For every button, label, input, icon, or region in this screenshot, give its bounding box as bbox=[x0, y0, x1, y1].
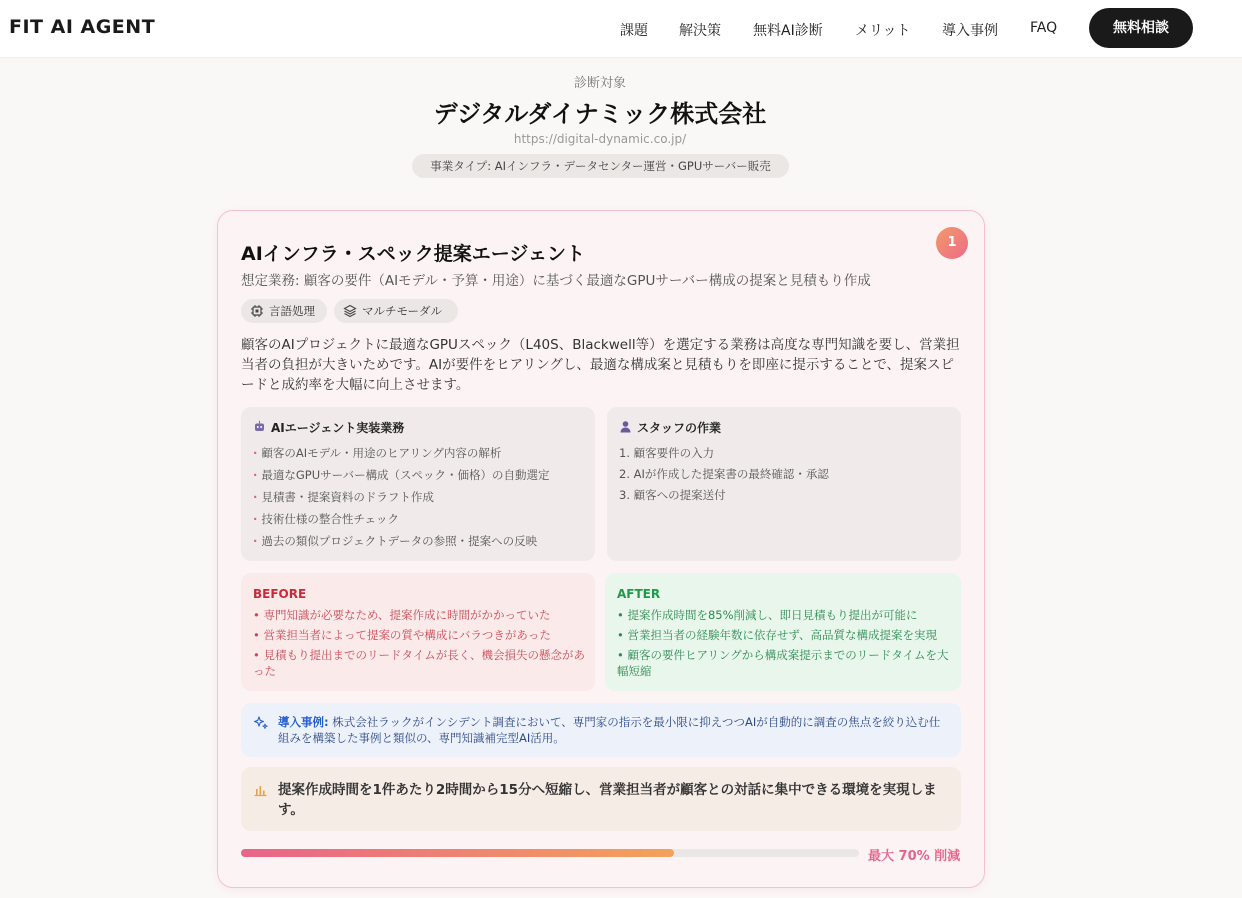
reduction-progress-fill bbox=[241, 849, 674, 857]
nav-item-merits[interactable]: メリット bbox=[855, 23, 911, 39]
staff-tasks-panel bbox=[607, 407, 961, 561]
agent-proposal-card bbox=[217, 210, 985, 888]
list-item: • 専門知識が必要なため、提案作成に時間がかかっていた bbox=[253, 608, 551, 622]
list-item: • 提案作成時間を85%削減し、即日見積もり提出が可能に bbox=[617, 608, 918, 622]
site-header bbox=[0, 0, 1242, 58]
case-study-text: 導入事例: 株式会社ラックがインシデント調査において、専門家の指示を最小限に抑えつつAIが自動的に調査の焦点を絞り込む仕組みを構築した事例と類似の、専門知識補完型AI活用。 bbox=[278, 715, 941, 745]
tag-language-processing bbox=[241, 299, 327, 323]
person-icon bbox=[619, 420, 632, 433]
reduction-label: 最大 70% 削減 bbox=[868, 849, 961, 864]
case-study-box bbox=[241, 703, 961, 757]
list-item: 3. 顧客への提案送付 bbox=[619, 488, 726, 502]
after-heading: AFTER bbox=[617, 587, 661, 601]
nav-item-case-studies[interactable]: 導入事例 bbox=[942, 23, 998, 39]
reduction-progress-bar bbox=[241, 849, 859, 857]
list-item: · 技術仕様の整合性チェック bbox=[253, 512, 400, 526]
card-number-badge: 1 bbox=[936, 227, 968, 259]
list-item: 2. AIが作成した提案書の最終確認・承認 bbox=[619, 467, 829, 481]
cpu-icon bbox=[250, 304, 264, 318]
agent-tasks-panel bbox=[241, 407, 595, 561]
layers-icon bbox=[343, 304, 357, 318]
tag-label: 言語処理 bbox=[269, 304, 315, 318]
robot-icon bbox=[253, 420, 266, 433]
nav-item-free-ai-diagnosis[interactable]: 無料AI診断 bbox=[753, 23, 823, 39]
sparkles-icon bbox=[253, 715, 269, 731]
before-heading: BEFORE bbox=[253, 587, 307, 601]
list-item: 1. 顧客要件の入力 bbox=[619, 446, 715, 460]
bar-chart-icon bbox=[253, 782, 268, 797]
card-title: AIインフラ・スペック提案エージェント bbox=[241, 243, 586, 265]
list-item: • 見積もり提出までのリードタイムが長く、機会損失の懸念があった bbox=[253, 648, 585, 678]
logo[interactable]: FIT AI AGENT bbox=[9, 16, 156, 38]
diagnosis-target-label: 診断対象 bbox=[573, 76, 626, 91]
list-item: • 顧客の要件ヒアリングから構成案提示までのリードタイムを大幅短縮 bbox=[617, 648, 949, 678]
result-summary-box bbox=[241, 767, 961, 831]
list-item: · 過去の類似プロジェクトデータの参照・提案への反映 bbox=[253, 534, 538, 548]
agent-tasks-heading: AIエージェント実装業務 bbox=[253, 419, 404, 436]
tag-label: マルチモーダル bbox=[362, 304, 443, 318]
card-subtitle: 想定業務: 顧客の要件（AIモデル・予算・用途）に基づく最適なGPUサーバー構成の提案と見積もり作成 bbox=[241, 273, 871, 289]
company-name: デジタルダイナミック株式会社 bbox=[433, 100, 767, 128]
list-item: · 顧客のAIモデル・用途のヒアリング内容の解析 bbox=[253, 446, 502, 460]
before-panel bbox=[241, 573, 595, 691]
tag-multimodal bbox=[334, 299, 458, 323]
free-consultation-button[interactable]: 無料相談 bbox=[1089, 8, 1193, 48]
list-item: · 最適なGPUサーバー構成（スペック・価格）の自動選定 bbox=[253, 468, 550, 482]
case-study-label: 導入事例: bbox=[278, 715, 329, 729]
nav-item-solution[interactable]: 解決策 bbox=[679, 23, 721, 39]
result-summary-text: 提案作成時間を1件あたり2時間から15分へ短縮し、営業担当者が顧客との対話に集中できる環境を実現します。 bbox=[278, 782, 937, 818]
list-item: · 見積書・提案資料のドラフト作成 bbox=[253, 490, 434, 504]
business-type-badge: 事業タイプ: AIインフラ・データセンター運営・GPUサーバー販売 bbox=[412, 154, 789, 178]
nav-item-issues[interactable]: 課題 bbox=[620, 23, 648, 39]
list-item: • 営業担当者によって提案の質や構成にバラつきがあった bbox=[253, 628, 551, 642]
staff-tasks-heading: スタッフの作業 bbox=[619, 419, 721, 436]
list-item: • 営業担当者の経験年数に依存せず、高品質な構成提案を実現 bbox=[617, 628, 938, 642]
company-url[interactable]: https://digital-dynamic.co.jp/ bbox=[513, 132, 687, 146]
nav-item-faq[interactable]: FAQ bbox=[1030, 20, 1058, 36]
card-description: 顧客のAIプロジェクトに最適なGPUスペック（L40S、Blackwell等）を選定する業務は高度な専門知識を要し、営業担当者の負担が大きいためです。AIが要件をヒアリングし、最適な構成案と見積もりを即座に提示することで、提案スピードと成約率を大幅に向上させます。 bbox=[241, 337, 960, 393]
after-panel bbox=[605, 573, 961, 691]
